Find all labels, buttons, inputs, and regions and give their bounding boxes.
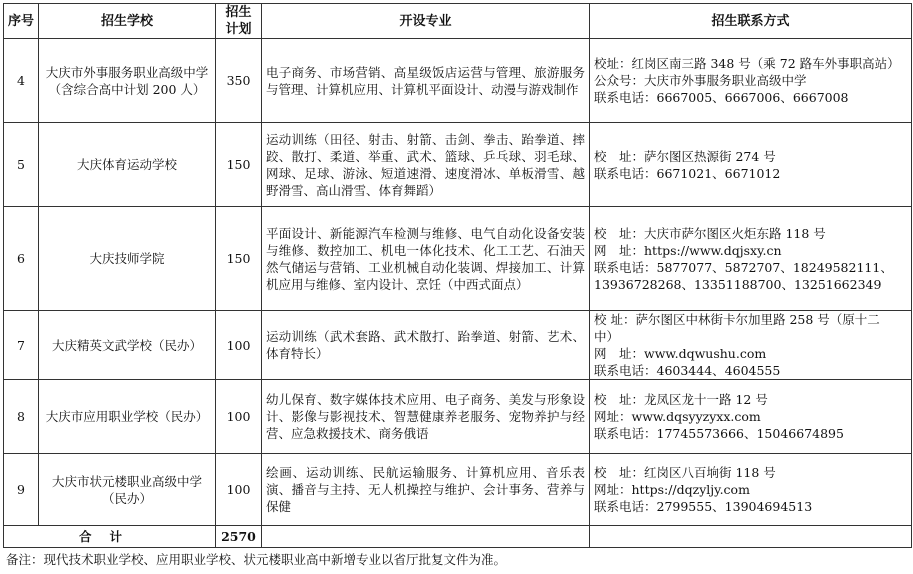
header-num: 序号 [4, 4, 39, 39]
school-name [39, 123, 216, 207]
contact-line: 联系电话：2799555、13904694513 [594, 499, 813, 514]
contact-line: 校 址：红岗区八百垧街 118 号 [594, 465, 776, 480]
contact-line: 校 址：萨尔图区中林街卡尔加里路 258 号（原十二 [594, 312, 880, 327]
header-contact: 招生联系方式 [590, 4, 912, 39]
contact-line: 联系电话：6671021、6671012 [594, 165, 781, 181]
table-row [4, 39, 912, 123]
majors-offered: 运动训练（武术套路、武术散打、跆拳道、射箭、艺术、体育特长） [262, 311, 590, 380]
enrollment-table [3, 3, 912, 548]
header-majors: 开设专业 [262, 4, 590, 39]
table-header-row [4, 4, 912, 39]
enrollment-plan: 150 [216, 207, 262, 311]
contact-info [590, 123, 912, 207]
total-value: 2570 [216, 526, 262, 548]
school-name-text: 大庆精英文武学校（民办） [51, 337, 202, 353]
row-number: 7 [4, 311, 39, 380]
school-name-text: 大庆市应用职业学校（民办） [45, 409, 209, 424]
contact-line: 中） [594, 329, 620, 344]
contact-line: 校 址：萨尔图区热源街 274 号 [594, 148, 776, 164]
footnote: 备注：现代技术职业学校、应用职业学校、状元楼职业高中新增专业以省厅批复文件为准。 [6, 552, 507, 567]
header-plan-line1: 招生 [225, 5, 252, 20]
row-number: 5 [4, 123, 39, 207]
total-row [4, 526, 912, 548]
contact-info [590, 380, 912, 454]
contact-line: 联系电话：5877077、5872707、18249582111、 [594, 259, 893, 275]
school-name [39, 311, 216, 380]
contact-info [590, 39, 912, 123]
enrollment-plan: 100 [216, 380, 262, 454]
contact-line: 联系电话：4603444、4604555 [594, 363, 781, 378]
contact-line: 联系电话：17745573666、15046674895 [594, 426, 844, 441]
majors-offered: 平面设计、新能源汽车检测与维修、电气自动化设备安装与维修、数控加工、机电一体化技术、化工工艺、石油天然气储运与营销、工业机械自动化装调、焊接加工、计算机应用与维修、室内设计、烹饪（中西式面点） [262, 207, 590, 311]
contact-info [590, 311, 912, 380]
school-name [39, 380, 216, 454]
contact-info [590, 454, 912, 526]
enrollment-plan: 100 [216, 311, 262, 380]
contact-line: 联系电话：6667005、6667006、6667008 [594, 90, 849, 105]
contact-info [590, 207, 912, 311]
school-name-text: 大庆市外事服务职业高级中学（含综合高中计划 200 人） [45, 64, 209, 97]
school-name-text: 大庆体育运动学校 [76, 157, 177, 172]
header-plan [216, 4, 262, 39]
contact-line: 网 址：https://www.dqjsxy.cn [594, 242, 782, 258]
total-label: 合计 [4, 526, 216, 548]
school-name [39, 454, 216, 526]
majors-offered: 幼儿保育、数字媒体技术应用、电子商务、美发与形象设计、影像与影视技术、智慧健康养老服务、宠物养护与经营、应急救援技术、商务俄语 [262, 380, 590, 454]
contact-line: 校 址：大庆市萨尔图区火炬东路 118 号 [594, 225, 826, 241]
contact-line: 校址：红岗区南三路 348 号（乘 72 路车外事职高站） [594, 56, 900, 71]
school-name [39, 207, 216, 311]
row-number: 6 [4, 207, 39, 311]
contact-line: 网址：https://dqzyljy.com [594, 482, 750, 497]
row-number: 9 [4, 454, 39, 526]
header-plan-line2: 计划 [225, 22, 252, 37]
table-row [4, 454, 912, 526]
table-row [4, 311, 912, 380]
contact-line: 网址：www.dqsyyzyxx.com [594, 409, 761, 424]
majors-offered: 绘画、运动训练、民航运输服务、计算机应用、音乐表演、播音与主持、无人机操控与维护、会计事务、营养与保健 [262, 454, 590, 526]
majors-offered: 运动训练（田径、射击、射箭、击剑、拳击、跆拳道、摔跤、散打、柔道、举重、武术、篮球、乒乓球、羽毛球、网球、足球、游泳、短道速滑、速度滑冰、单板滑雪、越野滑雪、高山滑雪、体育舞蹈） [262, 123, 590, 207]
row-number: 8 [4, 380, 39, 454]
majors-offered: 电子商务、市场营销、高星级饭店运营与管理、旅游服务与管理、计算机应用、计算机平面设计、动漫与游戏制作 [262, 39, 590, 123]
contact-line: 公众号：大庆市外事服务职业高级中学 [594, 73, 807, 88]
school-name-text: 大庆市状元楼职业高级中学（民办） [51, 473, 202, 506]
school-name-text: 大庆技师学院 [89, 251, 165, 266]
total-empty-majors [262, 526, 590, 548]
table-row [4, 207, 912, 311]
contact-line: 校 址：龙凤区龙十一路 12 号 [594, 392, 768, 407]
contact-line: 13936728268、13351188700、13251662349 [594, 276, 882, 292]
enrollment-plan: 350 [216, 39, 262, 123]
total-empty-contact [590, 526, 912, 548]
table-row [4, 380, 912, 454]
enrollment-plan: 100 [216, 454, 262, 526]
table-row [4, 123, 912, 207]
school-name [39, 39, 216, 123]
header-school: 招生学校 [39, 4, 216, 39]
contact-line: 网 址：www.dqwushu.com [594, 346, 767, 361]
enrollment-plan: 150 [216, 123, 262, 207]
row-number: 4 [4, 39, 39, 123]
